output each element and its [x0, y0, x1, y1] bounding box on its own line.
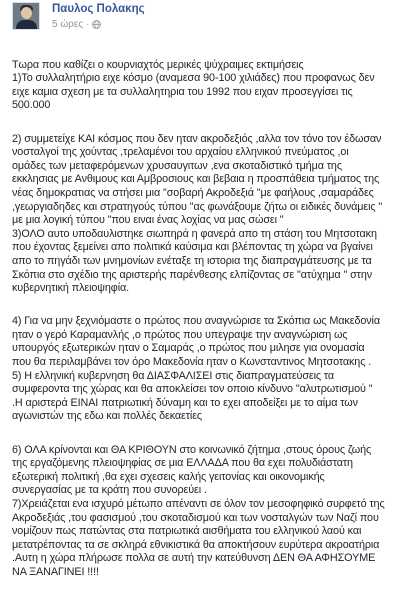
avatar-head	[21, 7, 32, 19]
avatar-body	[16, 20, 37, 30]
post-header	[12, 0, 407, 44]
post-paragraph: 6) ΟΛΑ κρίνονται και ΘΑ ΚΡΙΘΟΥΝ στο κοινωνικό ζήτημα ,στους όρους ζωής της εργαζόμενης πλειοψηφίας σε μια ΕΛΛΑΔΑ που θα εχει πολυδιάστατη εξωτερική πολιτική ,θα εχει σχεσεις καλής γειτονίας και οικονομικής συνεργασίας με τα κράτη που συνορεύει . 7)Χρειάζεται ενα ισχυρό μέτωπο απέναντι σε όλον τον μεσοφηφικό συρφετό της Ακροδεξιάς ,του φασισμού ,του σκοταδισμού και των νοσταλγών των Ναζί που νομίζουν πως πατώντας στα πατριωτικά αισθήματα του ελληνικού λαού και μετατρέποντας τα σε σκληρά εθνικιστικά θα αποκτήσουν ευρύτερα ακροατήρια .Αυτη η χώρα πλήρωσε πολλα σε αυτή την κατεύθυνση ΔΕΝ ΘΑ ΑΦΗΣΟΥΜΕ ΝΑ ΞΑΝΑΓΙΝΕΙ !!!!	[12, 443, 385, 578]
meta-separator: ·	[86, 19, 90, 30]
globe-icon[interactable]	[92, 20, 101, 29]
post-paragraph: 2) συμμετείχε ΚΑΙ κόσμος που δεν ηταν ακροδεξιός ,αλλα τον τόνο τον έδωσαν νοσταλγοί της χούντας ,τρελαμένοι του αρχαίου ελληνικού πνεύματος ,οι ομάδες των μεταφερόμενων χρυσαυγιτων ,ενα σκοταδιστικό τμήμα της εκκλησιας με Ανθιμους και Αμβροσιους και βεβαια η προσπάθεια τμήματος της νέας δημοκρατιας να στήσει μια "σοβαρή Ακροδεξιά "με φαήλους ,σαμαράδες ,γεωργιαδηδες και στρατηγούς τύπου "ας φωνάξουμε ζήτω οι ειδικές δυνάμεις " με μια λογική τύπου "που ειναι ένας λοχίας να μας σώσει " 3)ΟΛΟ αυτο υποδαυλιστηκε σιωπηρά η φανερά απο τη στάση του Μητσοτακη που έχοντας ξεμείνει απο πολιτικά καύσιμα και βλέποντας τη χώρα να βγαίνει απο το πηγάδι των μνημονίων ενέταξε τη ιστορια της διαπραγμάτευσης με τα Σκόπια στο σχέδιο της αριστερής παρένθεσης ελπίζοντας σε "ατύχημα " στην κυβερνητική πλειοψηφία.	[12, 132, 383, 295]
post-body-text	[12, 45, 410, 599]
post-paragraph: 4) Για να μην ξεχνιόμαστε ο πρώτος που αναγνώρισε τα Σκόπια ως Μακεδονία ηταν ο γερό Καραμανλής ,ο πρώτος που υπεγραψε την αναγνώριση ως υπουργός εξωτερικών ηταν ο Σαμαράς ,ο πρώτος που μιλησε για ονομασία που θα περιλαμβάνει τον όρο Μακεδονία ηταν ο Κωνσταντινος Μητσοτακης . 5) Η ελληνική κυβερνηση θα ΔΙΑΣΦΑΛΙΣΕΙ στις διαπραγματεύσεις τα συμφεροντα της χώρας και θα αποκλείσει τον οποιο κίνδυνο "αλυτρωτισμού " .Η αριστερά ΕΙΝΑΙ πατριωτική δύναμη και το εχει αποδείξει με το αίμα των αγωνιστών της εδω και πολλές δεκαετίες	[12, 315, 381, 423]
post-meta	[52, 19, 101, 30]
author-avatar[interactable]	[12, 2, 40, 30]
post-timestamp[interactable]: 5 ώρες	[52, 19, 84, 30]
author-name-link[interactable]: Παυλος Πολακης	[52, 3, 145, 15]
post-paragraph: Τωρα που καθίζει ο κουρνιαχτός μερικές ψύχραιμες εκτιμήσεις 1)Το συλλαλητήριο ειχε κόσμο (αναμεσα 90-100 χιλιάδες) που προφανως δεν ειχε καμια σχεση με τα συλλαλητηρια του 1992 που ειχαν προσεγγίσει τις 500.000	[12, 58, 375, 112]
